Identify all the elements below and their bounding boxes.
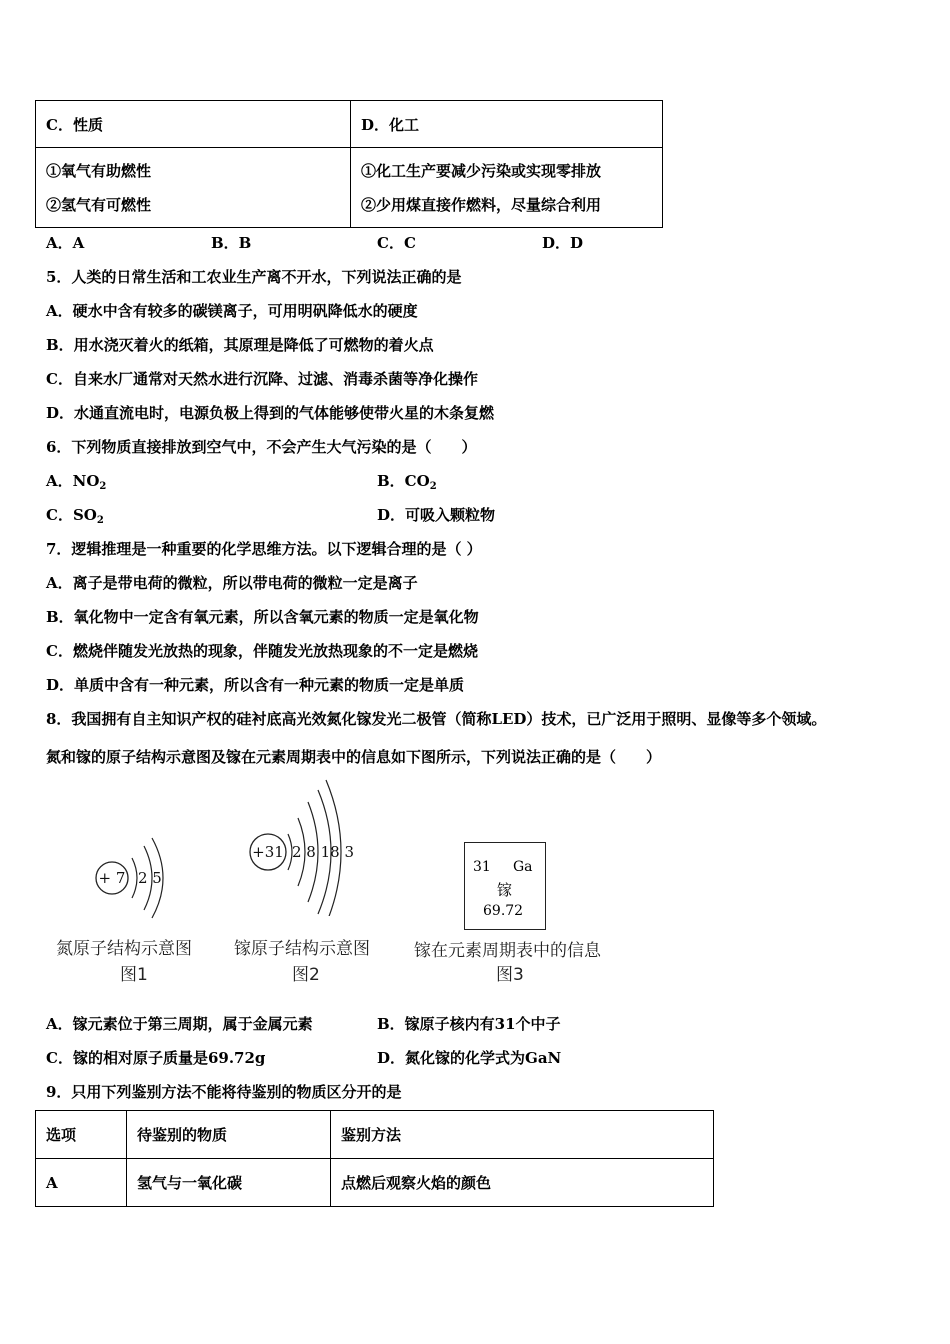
table-cell-c xyxy=(36,148,351,228)
q9-table xyxy=(35,1110,714,1207)
gallium-atom-diagram xyxy=(246,776,366,916)
gallium-name: 镓 xyxy=(497,881,513,899)
q5-stem: 5．人类的日常生活和工农业生产离不开水，下列说法正确的是 xyxy=(46,268,462,286)
q9-stem: 9．只用下列鉴别方法不能将待鉴别的物质区分开的是 xyxy=(46,1083,402,1101)
q9-header-method: 鉴别方法 xyxy=(331,1111,714,1159)
q7-option-d[interactable]: D．单质中含有一种元素，所以含有一种元素的物质一定是单质 xyxy=(46,676,465,694)
table-header-c: C．性质 xyxy=(36,101,351,148)
q7-stem: 7．逻辑推理是一种重要的化学思维方法。以下逻辑合理的是（ ） xyxy=(46,540,482,558)
fig2-label: 图2 xyxy=(292,965,320,985)
q4-option-d[interactable]: D．D xyxy=(542,234,584,252)
fig1-label: 图1 xyxy=(120,965,148,985)
table-cell-d-line1: ①化工生产要减少污染或实现零排放 xyxy=(361,161,602,180)
fig3-label: 图3 xyxy=(496,965,524,985)
q5-option-d[interactable]: D．水通直流电时，电源负极上得到的气体能够使带火星的木条复燃 xyxy=(46,404,495,422)
q8-option-d[interactable]: D．氮化镓的化学式为GaN xyxy=(377,1049,562,1067)
q4-option-b[interactable]: B．B xyxy=(211,234,252,252)
nitrogen-atom-diagram xyxy=(90,830,180,930)
fig2-caption: 镓原子结构示意图 xyxy=(234,939,370,959)
q6-option-b-text: B．CO xyxy=(377,472,430,490)
q7-option-c[interactable]: C．燃烧伴随发光放热的现象，伴随发光放热现象的不一定是燃烧 xyxy=(46,642,478,660)
q9-row-a-method: 点燃后观察火焰的颜色 xyxy=(331,1159,714,1207)
q6-stem: 6．下列物质直接排放到空气中，不会产生大气污染的是（ ） xyxy=(46,438,477,456)
q6-option-b-sub: 2 xyxy=(429,481,437,492)
q6-option-c-text: C．SO xyxy=(46,506,97,524)
q5-option-c[interactable]: C．自来水厂通常对天然水进行沉降、过滤、消毒杀菌等净化操作 xyxy=(46,370,478,388)
top-answer-table xyxy=(35,100,663,228)
table-cell-d-line2: ②少用煤直接作燃料，尽量综合利用 xyxy=(361,195,602,214)
q5-option-b[interactable]: B．用水浇灭着火的纸箱，其原理是降低了可燃物的着火点 xyxy=(46,336,434,354)
q5-option-a[interactable]: A．硬水中含有较多的碳镁离子，可用明矾降低水的硬度 xyxy=(46,302,418,320)
table-header-d: D．化工 xyxy=(351,101,663,148)
fig1-caption: 氮原子结构示意图 xyxy=(56,939,192,959)
nitrogen-shells: 2 5 xyxy=(138,869,162,887)
gallium-atomic-number: 31 xyxy=(473,859,491,875)
q7-option-a[interactable]: A．离子是带电荷的微粒，所以带电荷的微粒一定是离子 xyxy=(46,574,418,592)
q6-option-a-sub: 2 xyxy=(99,481,107,492)
q8-stem-line1: 8．我国拥有自主知识产权的硅衬底高光效氮化镓发光二极管（简称LED）技术，已广泛用于照明、显像等多个领域。 xyxy=(46,710,827,728)
q8-option-c[interactable]: C．镓的相对原子质量是69.72g xyxy=(46,1049,266,1067)
q8-stem-line2: 氮和镓的原子结构示意图及镓在元素周期表中的信息如下图所示，下列说法正确的是（ ） xyxy=(46,748,662,766)
q8-option-a[interactable]: A．镓元素位于第三周期，属于金属元素 xyxy=(46,1015,313,1033)
q7-option-b[interactable]: B．氧化物中一定含有氧元素，所以含氧元素的物质一定是氧化物 xyxy=(46,608,479,626)
gallium-element-cell xyxy=(464,842,546,930)
nitrogen-nucleus: + 7 xyxy=(98,869,126,887)
fig3-caption: 镓在元素周期表中的信息 xyxy=(414,941,601,961)
gallium-symbol: Ga xyxy=(513,859,533,875)
gallium-shells: 2 8 18 3 xyxy=(292,843,355,861)
q6-option-b[interactable] xyxy=(377,470,437,492)
gallium-nucleus: +31 xyxy=(252,843,284,861)
q6-option-a-text: A．NO xyxy=(46,472,100,490)
q9-row-a-substance: 氢气与一氧化碳 xyxy=(127,1159,331,1207)
table-cell-c-line2: ②氢气有可燃性 xyxy=(46,195,152,214)
gallium-mass: 69.72 xyxy=(483,903,524,919)
q6-option-c[interactable] xyxy=(46,504,104,526)
q9-header-substance: 待鉴别的物质 xyxy=(127,1111,331,1159)
q4-option-a[interactable]: A．A xyxy=(46,234,85,252)
q6-option-a[interactable] xyxy=(46,470,106,492)
q9-row-a-option: A xyxy=(36,1159,127,1207)
q4-option-c[interactable]: C．C xyxy=(377,234,416,252)
table-row xyxy=(36,1159,714,1207)
q8-option-b[interactable]: B．镓原子核内有31个中子 xyxy=(377,1015,561,1033)
table-cell-d xyxy=(351,148,663,228)
q9-header-option: 选项 xyxy=(36,1111,127,1159)
q6-option-c-sub: 2 xyxy=(96,515,104,526)
q6-option-d[interactable]: D．可吸入颗粒物 xyxy=(377,506,496,524)
table-cell-c-line1: ①氧气有助燃性 xyxy=(46,161,152,180)
